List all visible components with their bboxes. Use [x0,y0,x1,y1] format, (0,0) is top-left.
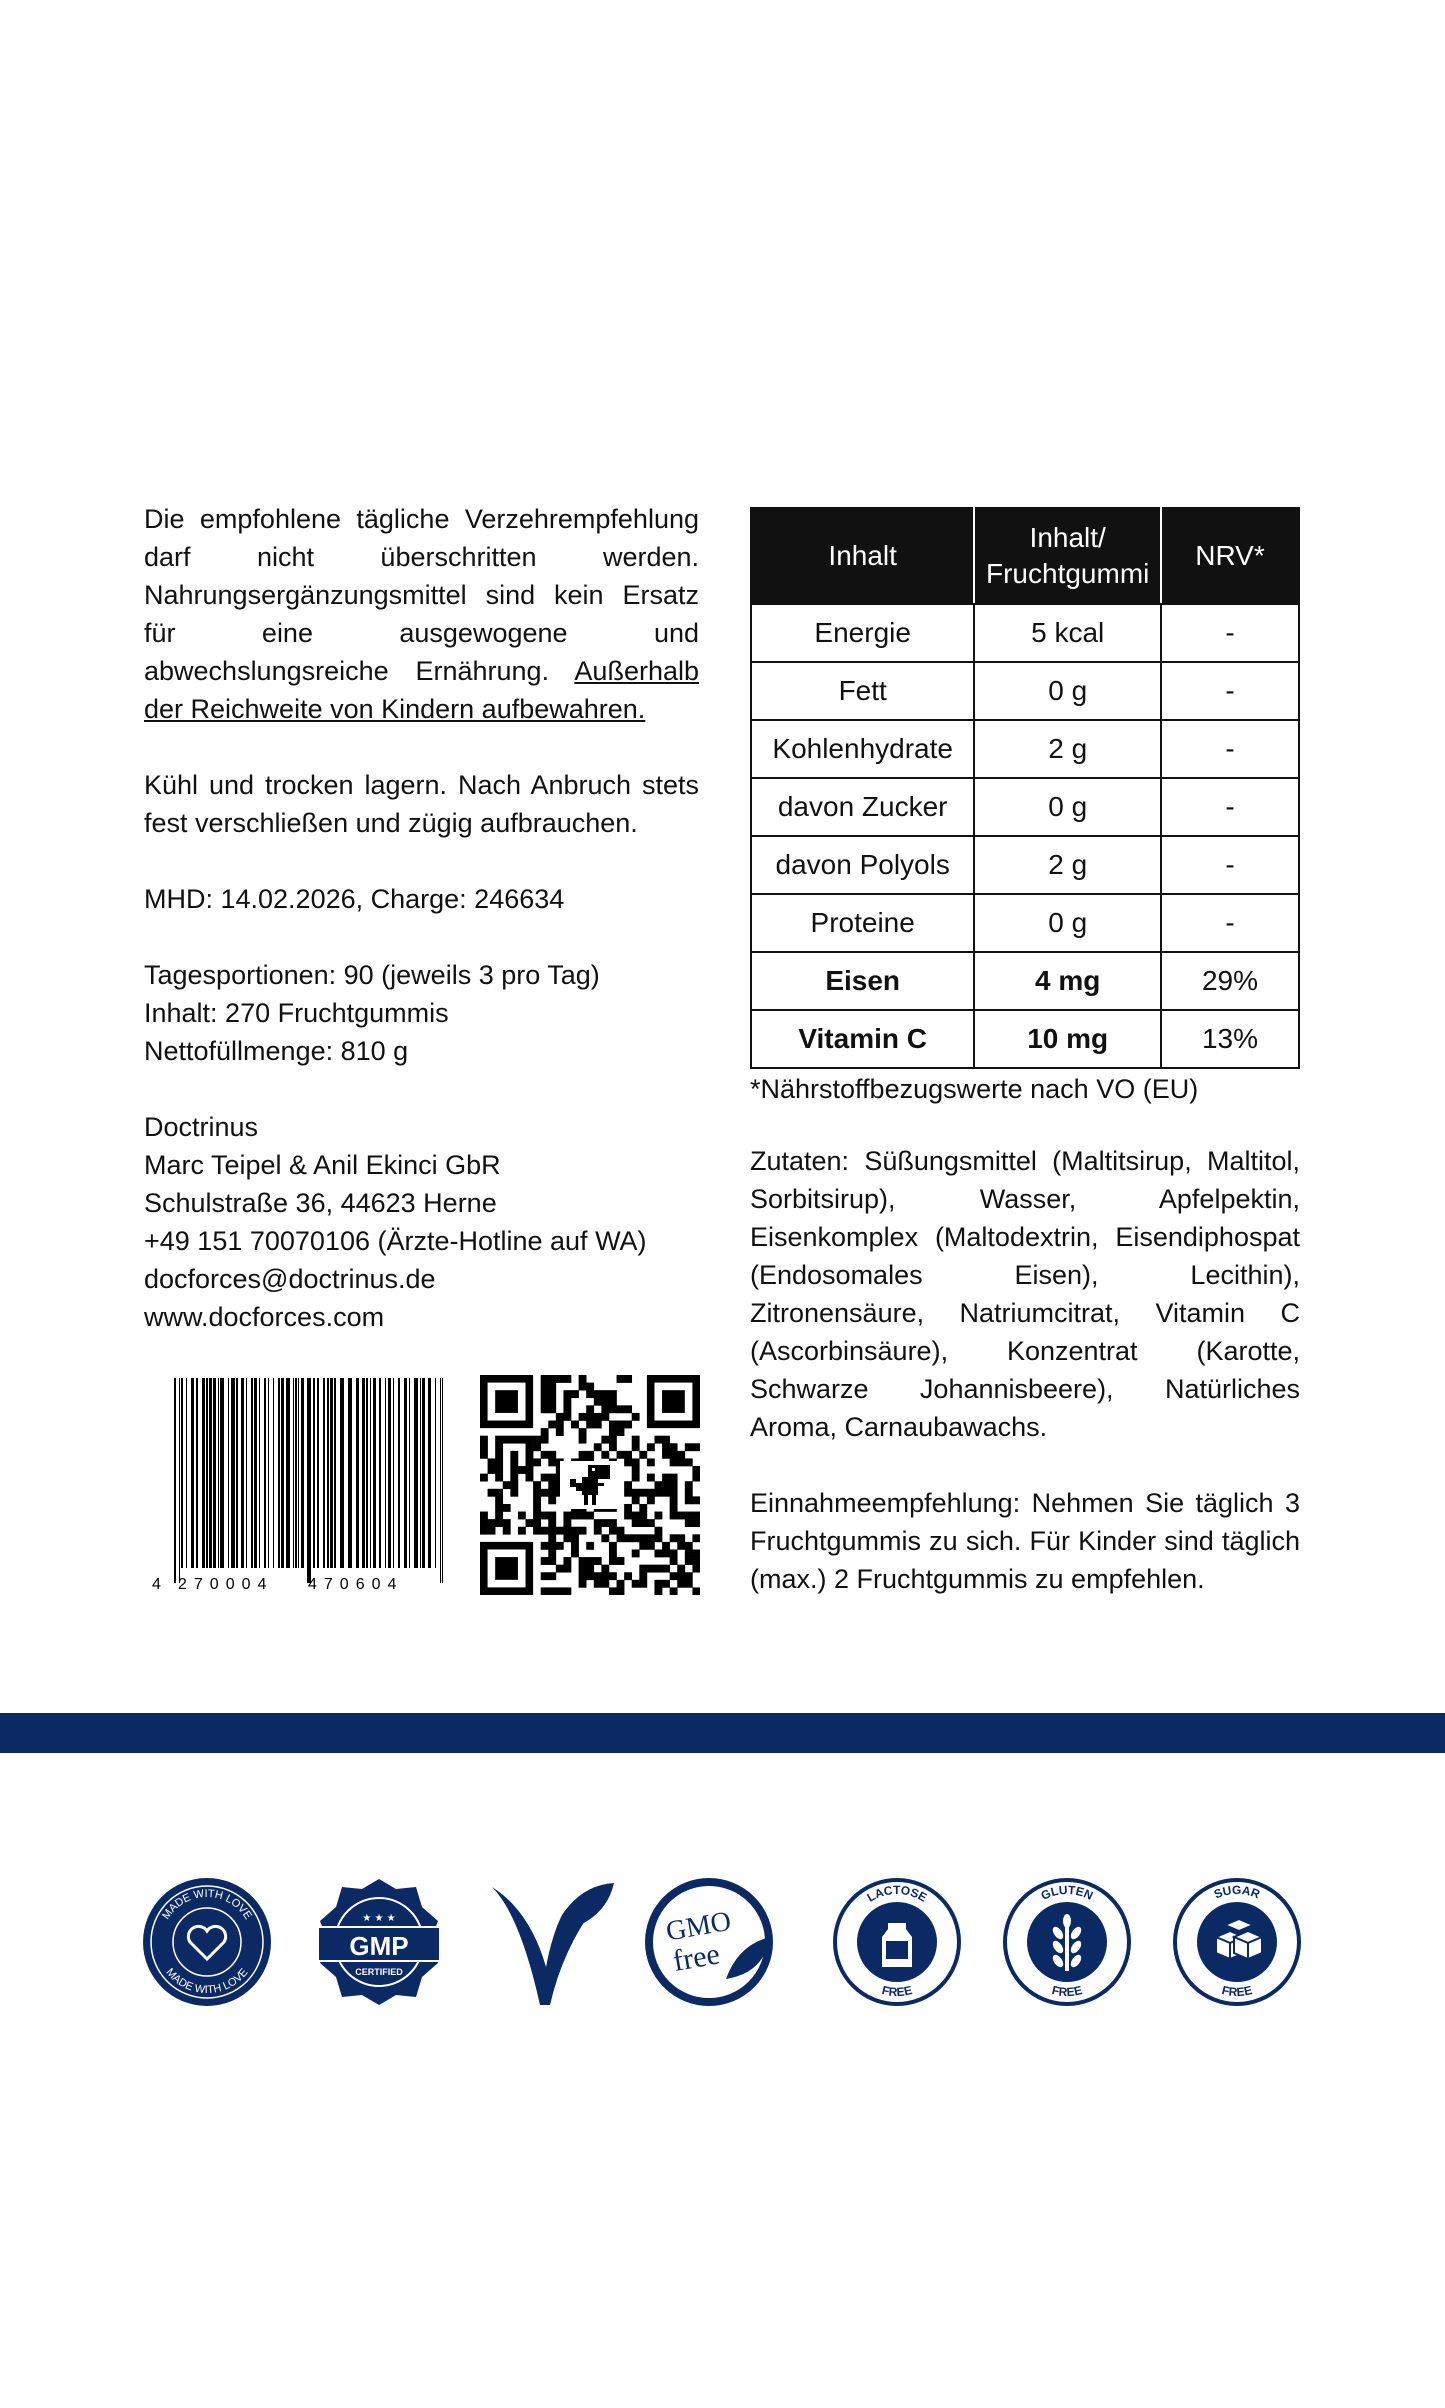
svg-text:FREE: FREE [1050,1983,1084,2000]
table-row: davon Polyols 2 g - [751,836,1299,894]
gmp-certified-icon [312,1875,446,2009]
gluten-free-icon [1000,1875,1134,2009]
storage-note: Kühl und trocken lagern. Nach Anbruch stets fest verschließen und zügig aufbrauchen. [144,770,699,838]
portions-line: Tagesportionen: 90 (jeweils 3 pro Tag) [144,960,600,990]
right-column [750,1142,1300,1598]
table-row: Proteine 0 g - [751,894,1299,952]
warning-paragraph [144,500,699,728]
svg-text:FREE: FREE [880,1983,914,2000]
svg-text:SUGAR: SUGAR [1211,1882,1262,1902]
nutrition-table [750,507,1300,1069]
badge-row [0,1875,1445,2015]
svg-text:free: free [670,1937,723,1978]
barcode-digits-left: 270004 [178,1576,274,1593]
barcode-icon [148,1378,448,1593]
sugar-free-icon [1170,1875,1304,2009]
svg-text:★ ★ ★: ★ ★ ★ [362,1913,396,1924]
barcode-digits-right: 470604 [308,1576,404,1593]
divider-band [0,1713,1445,1753]
nrv-footnote: *Nährstoffbezugswerte nach VO (EU) [750,1074,1199,1104]
table-row: davon Zucker 0 g - [751,778,1299,836]
company-phone: +49 151 70070106 (Ärzte-Hotline auf WA) [144,1226,647,1256]
table-row: Fett 0 g - [751,662,1299,720]
svg-text:GLUTEN: GLUTEN [1038,1882,1096,1903]
table-row: Kohlenhydrate 2 g - [751,720,1299,778]
header-nrv: NRV* [1161,508,1299,604]
svg-text:GMO: GMO [663,1905,734,1948]
svg-text:MADE WITH LOVE: MADE WITH LOVE [163,1966,251,1997]
header-inhalt: Inhalt [751,508,974,604]
child-warning: Außerhalb der Reichweite von Kindern aufbewahren. [144,656,699,724]
table-row: Energie 5 kcal - [751,604,1299,662]
dino-icon [560,1461,620,1509]
ingredients-text: Zutaten: Süßungsmittel (Maltitsirup, Maltitol, Sorbitsirup), Wasser, Apfelpektin, Eisenkomplex (Maltodextrin, Eisendiphospat (Endosomales Eisen), Lecithin), Zitronensäure, Natriumcitrat, Vitamin C (Ascorbinsäure), Konzentrat (Karotte, Schwarze Johannisbeere), Natürliches Aroma, Carnaubawachs. [750,1146,1300,1442]
mhd-line: MHD: 14.02.2026, Charge: 246634 [144,884,565,914]
warning-text: Die empfohlene tägliche Verzehrempfehlung darf nicht überschritten werden. Nahrungsergänzungsmittel sind kein Ersatz für eine ausgewogene und abwechslungsreiche Ernährung. [144,504,699,686]
svg-text:MADE WITH LOVE: MADE WITH LOVE [160,1887,254,1922]
left-column [144,500,699,1336]
made-with-love-icon [140,1875,274,2009]
dosage-text: Einnahmeempfehlung: Nehmen Sie täglich 3 Fruchtgummis zu sich. Für Kinder sind täglich (max.) 2 Fruchtgummis zu empfehlen. [750,1488,1300,1594]
svg-text:GMP: GMP [349,1931,409,1961]
company-website: www.docforces.com [144,1302,385,1332]
gmo-free-icon [642,1875,776,2009]
company-owners: Marc Teipel & Anil Ekinci GbR [144,1150,501,1180]
vegan-leaf-icon [486,1875,620,2009]
svg-text:CERTIFIED: CERTIFIED [355,1967,403,1977]
company-name: Doctrinus [144,1112,259,1142]
table-row: Eisen 4 mg 29% [751,952,1299,1010]
table-row: Vitamin C 10 mg 13% [751,1010,1299,1068]
qr-code-icon [480,1375,700,1595]
company-email: docforces@doctrinus.de [144,1264,436,1294]
net-line: Nettofüllmenge: 810 g [144,1036,409,1066]
company-address: Schulstraße 36, 44623 Herne [144,1188,497,1218]
content-line: Inhalt: 270 Fruchtgummis [144,998,449,1028]
lactose-free-icon [830,1875,964,2009]
header-per-gummy: Inhalt/ Fruchtgummi [974,508,1161,604]
barcode-digit-first: 4 [152,1576,161,1593]
svg-text:LACTOSE: LACTOSE [864,1882,930,1905]
svg-text:FREE: FREE [1220,1983,1254,2000]
